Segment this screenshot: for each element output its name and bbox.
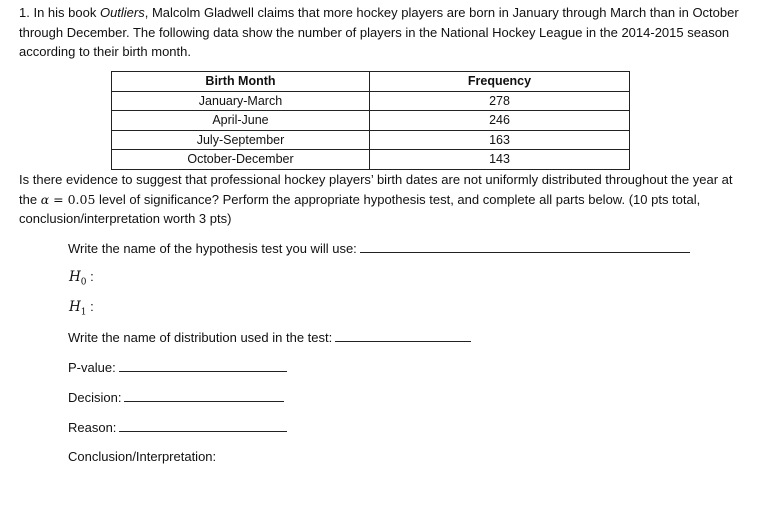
pvalue-row bbox=[68, 357, 287, 377]
birth-month-cell: October-December bbox=[112, 150, 370, 170]
intro-text: , Malcolm Gladwell claims that more hockey players are born in January through March than in October through December. The following data show the number of players in the National Hockey League in the 2014-2015 season according to their birth month. bbox=[19, 5, 739, 59]
problem-number: 1. In his book bbox=[19, 5, 100, 20]
alternative-hypothesis-symbol: $H_1$ bbox=[69, 299, 87, 318]
null-hypothesis-colon: : bbox=[90, 269, 94, 284]
conclusion-row bbox=[68, 447, 216, 467]
frequency-cell: 246 bbox=[369, 111, 629, 131]
null-hypothesis-symbol: $H_0$ bbox=[69, 269, 87, 288]
distribution-blank[interactable] bbox=[335, 327, 471, 342]
frequency-table bbox=[111, 71, 630, 170]
table-row bbox=[112, 91, 630, 111]
problem-intro bbox=[19, 3, 749, 62]
book-title: Outliers bbox=[99, 5, 145, 20]
null-hypothesis-row bbox=[69, 267, 94, 287]
alternative-hypothesis-colon: : bbox=[90, 299, 94, 314]
column-header-birth-month: Birth Month bbox=[112, 72, 370, 92]
table-header-row bbox=[112, 72, 630, 92]
decision-row bbox=[68, 387, 284, 407]
column-header-frequency: Frequency bbox=[369, 72, 629, 92]
birth-month-cell: January-March bbox=[112, 91, 370, 111]
alpha-value: 0.05 bbox=[67, 191, 96, 207]
frequency-cell: 163 bbox=[369, 130, 629, 150]
test-name-row bbox=[68, 238, 690, 258]
question-part1: Is there evidence to suggest that professional hockey players’ birth dates are not uniformly distributed throughout the year at the bbox=[19, 172, 733, 207]
table-row bbox=[112, 130, 630, 150]
distribution-label: Write the name of distribution used in the test: bbox=[68, 330, 333, 345]
test-name-blank[interactable] bbox=[360, 238, 690, 253]
alternative-hypothesis-row bbox=[69, 297, 94, 317]
table-row bbox=[112, 111, 630, 131]
question-text bbox=[19, 170, 749, 229]
pvalue-blank[interactable] bbox=[119, 357, 287, 372]
conclusion-label: Conclusion/Interpretation: bbox=[68, 449, 217, 464]
birth-month-cell: July-September bbox=[112, 130, 370, 150]
decision-blank[interactable] bbox=[124, 387, 284, 402]
question-part2: level of significance? Perform the appropriate hypothesis test, and complete all parts below. (10 pts total, conclusion/interpretation worth 3 pts) bbox=[19, 191, 701, 226]
reason-blank[interactable] bbox=[119, 417, 287, 432]
decision-label: Decision: bbox=[68, 390, 122, 405]
birth-month-cell: April-June bbox=[112, 111, 370, 131]
table-row bbox=[112, 150, 630, 170]
pvalue-label: P-value: bbox=[68, 360, 116, 375]
equals-sign: = bbox=[49, 191, 68, 207]
frequency-cell: 143 bbox=[369, 150, 629, 170]
reason-row bbox=[68, 417, 287, 437]
reason-label: Reason: bbox=[68, 420, 117, 435]
distribution-row bbox=[68, 327, 471, 347]
alpha-symbol: α bbox=[40, 191, 50, 207]
test-name-label: Write the name of the hypothesis test you will use: bbox=[68, 241, 357, 256]
frequency-cell: 278 bbox=[369, 91, 629, 111]
